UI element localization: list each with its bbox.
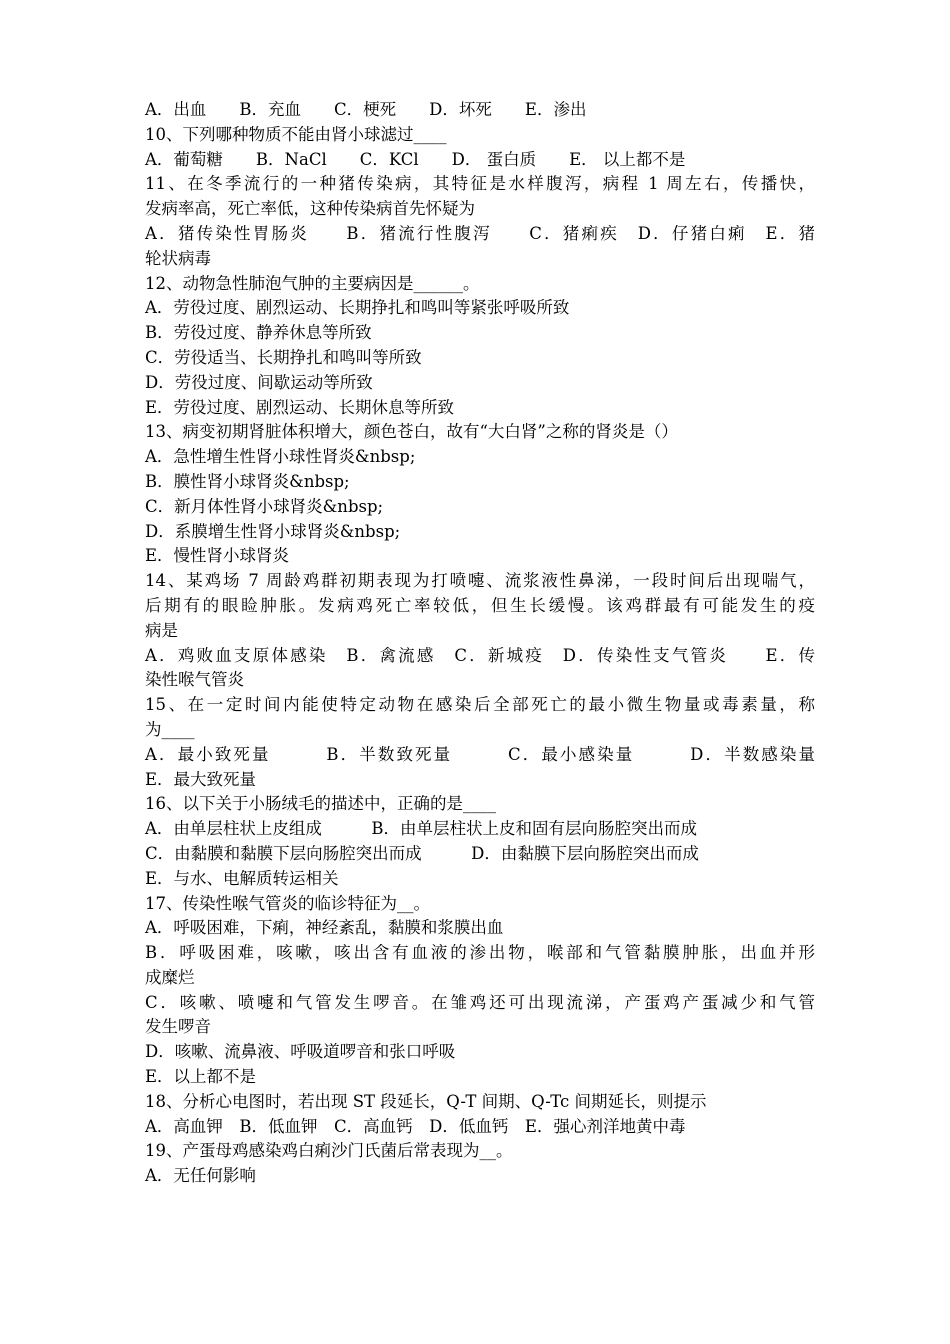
option-line: E．最大致死量 [145, 769, 257, 789]
option-line: E．与水、电解质转运相关 [145, 868, 339, 888]
question-line: 11、在冬季流行的一种猪传染病，其特征是水样腹泻，病程 1 周左右，传播快， [145, 174, 815, 194]
question-line: 17、传染性喉气管炎的临诊特征为__。 [145, 893, 430, 913]
option-line: A．劳役过度、剧烈运动、长期挣扎和鸣叫等紧张呼吸所致 [145, 298, 570, 318]
option-line: B．呼吸困难，咳嗽，咳出含有血液的渗出物，喉部和气管黏膜肿胀，出血并形 [145, 943, 815, 963]
option-line: E．以上都不是 [145, 1067, 257, 1087]
option-line: 成糜烂 [145, 967, 195, 987]
question-line: 19、产蛋母鸡感染鸡白痢沙门氏菌后常表现为__。 [145, 1141, 513, 1161]
question-line: 15、在一定时间内能使特定动物在感染后全部死亡的最小微生物量或毒素量，称 [145, 695, 815, 715]
option-line: A．无任何影响 [145, 1166, 256, 1186]
option-line: 轮状病毒 [145, 248, 211, 268]
option-line: A．由单层柱状上皮组成 B．由单层柱状上皮和固有层向肠腔突出而成 [145, 819, 698, 839]
option-line: A．葡萄糖 B．NaCl C．KCl D． 蛋白质 E． 以上都不是 [145, 149, 686, 169]
option-line: A．呼吸困难，下痢，神经紊乱，黏膜和浆膜出血 [145, 918, 504, 938]
question-line: 16、以下关于小肠绒毛的描述中，正确的是____ [145, 794, 496, 814]
question-line: 14、某鸡场 7 周龄鸡群初期表现为打喷嚏、流浆液性鼻涕，一段时间后出现喘气， [145, 571, 815, 591]
option-line: C．由黏膜和黏膜下层向肠腔突出而成 D．由黏膜下层向肠腔突出而成 [145, 843, 699, 863]
document-page [145, 98, 815, 1189]
option-line: A．高血钾 B．低血钾 C．高血钙 D．低血钙 E．强心剂洋地黄中毒 [145, 1116, 686, 1136]
option-line: A．急性增生性肾小球性肾炎&nbsp; [145, 447, 416, 467]
option-line: 染性喉气管炎 [145, 670, 244, 690]
option-line: D．咳嗽、流鼻液、呼吸道啰音和张口呼吸 [145, 1042, 456, 1062]
option-line: A．鸡败血支原体感染 B．禽流感 C．新城疫 D．传染性支气管炎 E．传 [145, 645, 815, 665]
option-line: A．猪传染性胃肠炎 B．猪流行性腹泻 C．猪痢疾 D．仔猪白痢 E．猪 [145, 223, 815, 243]
option-line: C．新月体性肾小球肾炎&nbsp; [145, 496, 384, 516]
option-line: B．劳役过度、静养休息等所致 [145, 323, 372, 343]
question-line: 13、病变初期肾脏体积增大，颜色苍白，故有“大白肾”之称的肾炎是（） [145, 422, 678, 442]
question-line: 为____ [145, 719, 195, 739]
option-line: C．咳嗽、喷嚏和气管发生啰音。在雏鸡还可出现流涕，产蛋鸡产蛋减少和气管 [145, 992, 815, 1012]
option-line: A．出血 B．充血 C．梗死 D．坏死 E．渗出 [145, 100, 587, 119]
question-line: 后期有的眼睑肿胀。发病鸡死亡率较低，但生长缓慢。该鸡群最有可能发生的疫 [145, 595, 815, 615]
question-line: 病是 [145, 620, 178, 640]
option-line: C．劳役适当、长期挣扎和鸣叫等所致 [145, 347, 422, 367]
option-line: A．最小致死量 B．半数致死量 C．最小感染量 D．半数感染量 [145, 744, 815, 764]
option-line: D．系膜增生性肾小球肾炎&nbsp; [145, 521, 401, 541]
option-line: 发生啰音 [145, 1017, 211, 1037]
question-line: 12、动物急性肺泡气肿的主要病因是______。 [145, 273, 480, 293]
option-line: E．劳役过度、剧烈运动、长期休息等所致 [145, 397, 455, 417]
option-line: B．膜性肾小球肾炎&nbsp; [145, 471, 350, 491]
question-line: 10、下列哪种物质不能由肾小球滤过____ [145, 124, 447, 144]
option-line: E．慢性肾小球肾炎 [145, 546, 290, 566]
option-line: D．劳役过度、间歇运动等所致 [145, 372, 373, 392]
question-line: 发病率高，死亡率低，这种传染病首先怀疑为 [145, 199, 475, 219]
question-line: 18、分析心电图时，若出现 ST 段延长，Q-T 间期、Q-Tc 间期延长，则提示 [145, 1091, 707, 1111]
